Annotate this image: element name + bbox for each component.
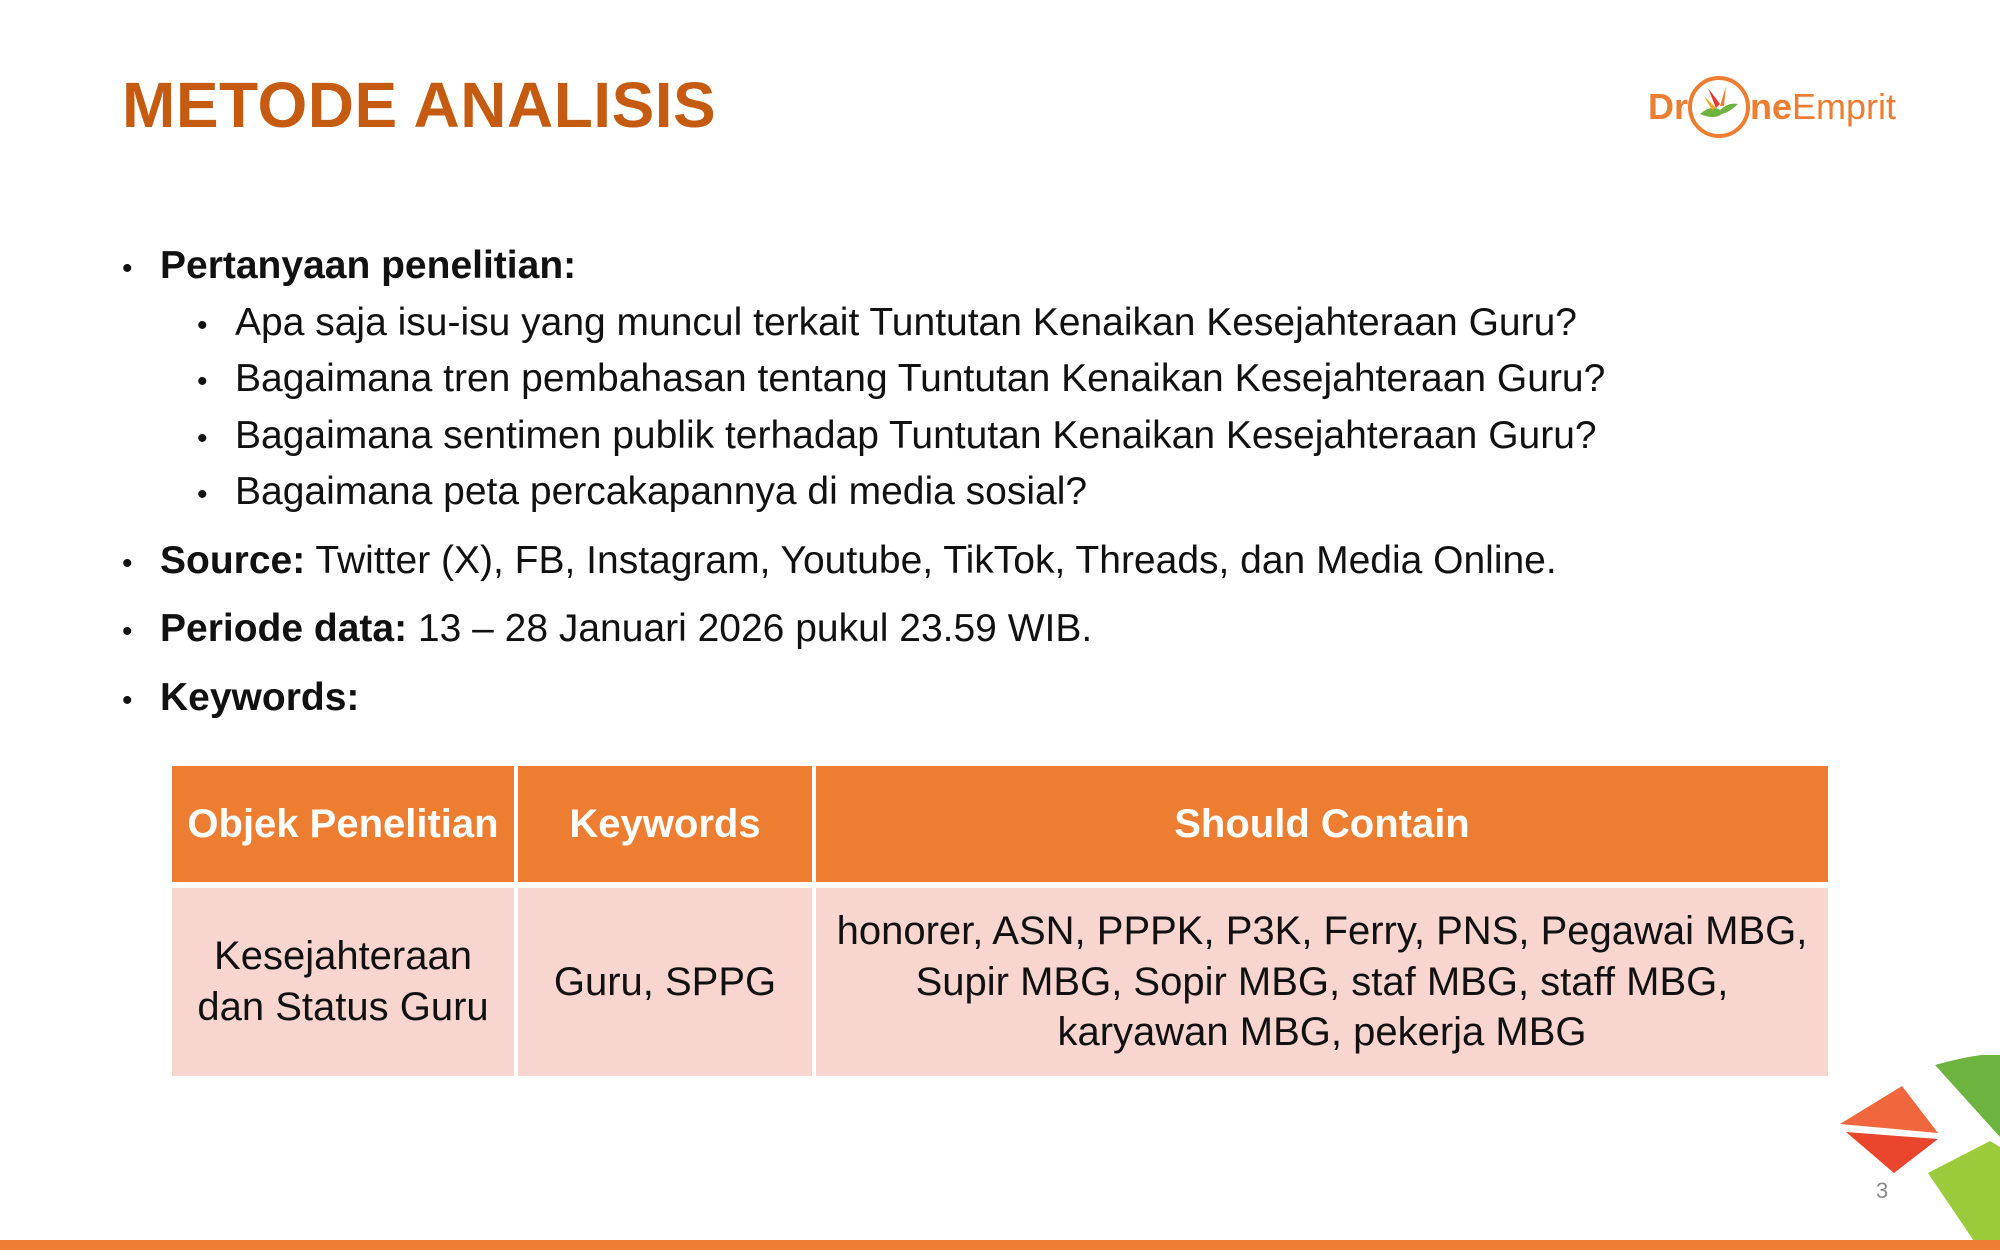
logo-text-dr: Dr bbox=[1648, 86, 1689, 127]
research-questions-label: Pertanyaan penelitian: bbox=[160, 244, 577, 287]
keywords-label: Keywords: bbox=[160, 675, 360, 719]
keywords-bullet: • Keywords: bbox=[122, 670, 1902, 727]
logo-text-emprit: Emprit bbox=[1792, 86, 1897, 127]
research-questions-bullet bbox=[122, 238, 1902, 295]
question-text: Bagaimana peta percakapannya di media sosial? bbox=[235, 470, 1088, 514]
source-bullet: • Source: Twitter (X), FB, Instagram, Youtube, TikTok, Threads, dan Media Online. bbox=[122, 538, 1557, 582]
header-objek-penelitian: Objek Penelitian bbox=[172, 766, 514, 882]
list-item: • Bagaimana tren pembahasan tentang Tuntutan Kenaikan Kesejahteraan Guru? bbox=[197, 351, 1902, 408]
period-label: Periode data: bbox=[160, 607, 408, 651]
source-value: Twitter (X), FB, Instagram, Youtube, TikTok, Threads, dan Media Online. bbox=[305, 538, 1557, 582]
list-item: • Bagaimana sentimen publik terhadap Tuntutan Kenaikan Kesejahteraan Guru? bbox=[197, 408, 1902, 465]
keywords-table bbox=[168, 760, 1832, 1082]
header-keywords: Keywords bbox=[518, 766, 812, 882]
slide-content bbox=[122, 232, 1902, 726]
page-number: 3 bbox=[1876, 1178, 1889, 1203]
header-should-contain: Should Contain bbox=[816, 766, 1828, 882]
table-header-row bbox=[172, 766, 1828, 882]
slide-title: METODE ANALISIS bbox=[122, 69, 717, 141]
period-bullet: • Periode data: 13 – 28 Januari 2026 pukul 23.59 WIB. bbox=[122, 607, 1093, 651]
bullet-dot: • bbox=[122, 252, 133, 285]
drone-emprit-logo bbox=[1648, 72, 1896, 142]
logo-text-ne: ne bbox=[1750, 86, 1793, 127]
cell-keywords: Guru, SPPG bbox=[518, 888, 812, 1076]
research-questions-list bbox=[122, 295, 1902, 521]
decorative-corner-shapes bbox=[1840, 1055, 2000, 1250]
period-value: 13 – 28 Januari 2026 pukul 23.59 WIB. bbox=[407, 607, 1093, 651]
table-row bbox=[172, 888, 1828, 1076]
question-text: Bagaimana tren pembahasan tentang Tuntutan Kenaikan Kesejahteraan Guru? bbox=[235, 357, 1606, 401]
bird-circle-logo-icon bbox=[1686, 74, 1752, 140]
cell-objek: Kesejahteraan dan Status Guru bbox=[172, 888, 514, 1076]
cell-should-contain: honorer, ASN, PPPK, P3K, Ferry, PNS, Pegawai MBG, Supir MBG, Sopir MBG, staf MBG, staff MBG, karyawan MBG, pekerja MBG bbox=[816, 888, 1828, 1076]
bottom-accent-bar bbox=[0, 1240, 2000, 1250]
list-item: • Bagaimana peta percakapannya di media sosial? bbox=[197, 464, 1902, 521]
question-text: Apa saja isu-isu yang muncul terkait Tuntutan Kenaikan Kesejahteraan Guru? bbox=[235, 300, 1577, 344]
source-label: Source: bbox=[160, 538, 306, 582]
question-text: Bagaimana sentimen publik terhadap Tuntutan Kenaikan Kesejahteraan Guru? bbox=[235, 413, 1597, 457]
list-item: • Apa saja isu-isu yang muncul terkait Tuntutan Kenaikan Kesejahteraan Guru? bbox=[197, 295, 1902, 352]
